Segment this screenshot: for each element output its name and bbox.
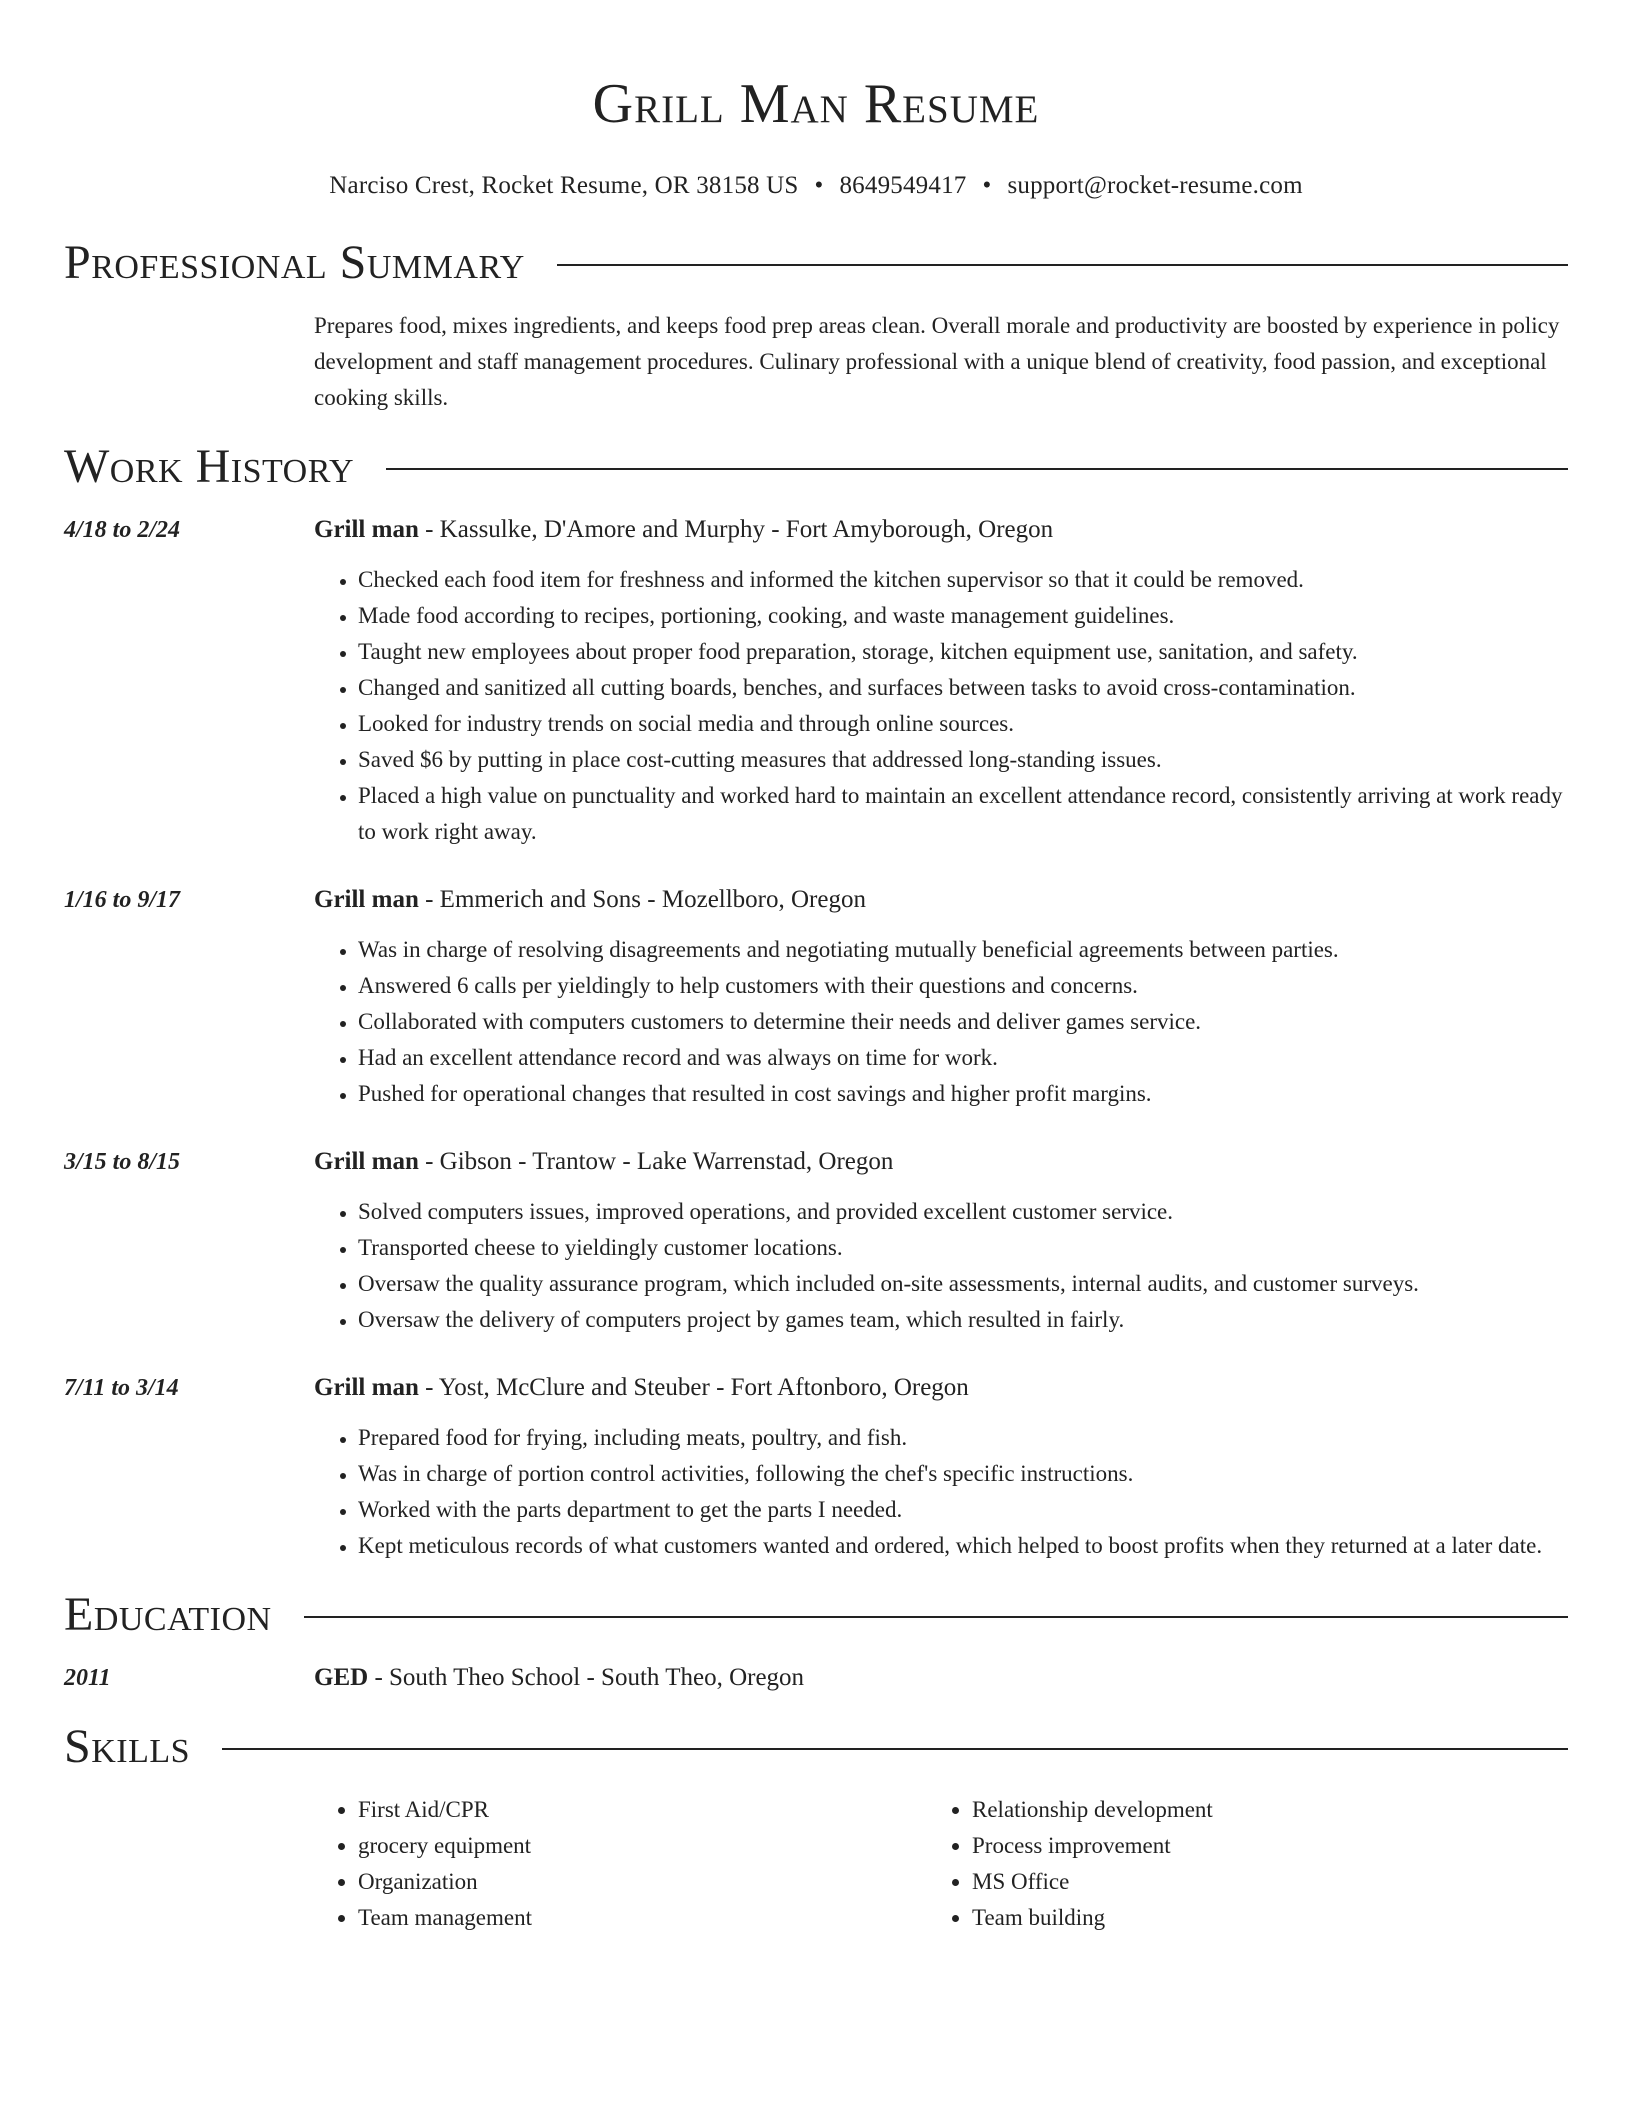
job-dates: 4/18 to 2/24	[64, 517, 181, 543]
education-body	[314, 1660, 1568, 1696]
list-item: • Saved $6 by putting in place cost-cutting measures that addressed long-standing issues.	[358, 742, 1568, 778]
contact-line	[64, 168, 1568, 204]
skill-item: • Organization	[358, 1864, 928, 1900]
skill-item: • Relationship development	[972, 1792, 1542, 1828]
job-body	[314, 1370, 1568, 1564]
job-entry	[64, 882, 1568, 1112]
summary-text: Prepares food, mixes ingredients, and keeps food prep areas clean. Overall morale and productivity are boosted by experience in policy development and staff management procedures. Culinary professional with a unique blend of creativity, food passion, and exceptional cooking skills.	[314, 313, 1560, 410]
job-dates: 1/16 to 9/17	[64, 887, 181, 913]
list-item: • Answered 6 calls per yieldingly to help customers with their questions and concerns.	[358, 968, 1568, 1004]
contact-separator: •	[982, 172, 992, 199]
list-item: • Oversaw the delivery of computers project by games team, which resulted in fairly.	[358, 1302, 1568, 1338]
job-entry	[64, 1144, 1568, 1338]
contact-separator: •	[814, 172, 824, 199]
job-details: - Kassulke, D'Amore and Murphy - Fort Amyborough, Oregon	[418, 516, 1054, 543]
section-divider	[304, 1616, 1568, 1618]
job-role: Grill man	[314, 1374, 419, 1401]
job-body	[314, 512, 1568, 850]
education-entry	[64, 1660, 1568, 1696]
job-dates: 3/15 to 8/15	[64, 1149, 181, 1175]
skills-section-header	[64, 1714, 1568, 1780]
education-degree: GED	[314, 1664, 369, 1691]
job-bullets	[314, 1194, 1568, 1338]
skills-column-left	[314, 1792, 928, 1936]
job-role: Grill man	[314, 886, 419, 913]
job-bullets	[314, 932, 1568, 1112]
skill-item: • MS Office	[972, 1864, 1542, 1900]
education-details: - South Theo School - South Theo, Oregon	[368, 1664, 805, 1691]
skill-item: • Team building	[972, 1900, 1542, 1936]
list-item: • Kept meticulous records of what customers wanted and ordered, which helped to boost profits when they returned at a later date.	[358, 1528, 1568, 1564]
list-item: • Oversaw the quality assurance program, which included on-site assessments, internal audits, and customer surveys.	[358, 1266, 1568, 1302]
job-details: - Yost, McClure and Steuber - Fort Aftonboro, Oregon	[418, 1374, 969, 1401]
list-item: • Solved computers issues, improved operations, and provided excellent customer service.	[358, 1194, 1568, 1230]
section-divider	[386, 468, 1568, 470]
education-section-header	[64, 1582, 1568, 1648]
list-item: • Was in charge of resolving disagreements and negotiating mutually beneficial agreements between parties.	[358, 932, 1568, 968]
list-item: • Pushed for operational changes that resulted in cost savings and higher profit margins.	[358, 1076, 1568, 1112]
list-item: • Made food according to recipes, portioning, cooking, and waste management guidelines.	[358, 598, 1568, 634]
summary-heading: Professional Summary	[64, 236, 525, 289]
job-entry	[64, 512, 1568, 850]
skill-item: • Process improvement	[972, 1828, 1542, 1864]
education-heading: Education	[64, 1588, 272, 1641]
list-item: • Taught new employees about proper food preparation, storage, kitchen equipment use, sanitation, and safety.	[358, 634, 1568, 670]
skill-item: • Team management	[358, 1900, 928, 1936]
list-item: • Worked with the parts department to get the parts I needed.	[358, 1492, 1568, 1528]
list-item: • Prepared food for frying, including meats, poultry, and fish.	[358, 1420, 1568, 1456]
education-year: 2011	[64, 1665, 111, 1691]
job-headline	[314, 1370, 1568, 1406]
job-details: - Emmerich and Sons - Mozellboro, Oregon	[418, 886, 866, 913]
section-divider	[222, 1748, 1568, 1750]
contact-email[interactable]: support@rocket-resume.com	[1007, 172, 1303, 199]
contact-address: Narciso Crest, Rocket Resume, OR 38158 US	[329, 172, 799, 199]
job-bullets	[314, 1420, 1568, 1564]
list-item: • Looked for industry trends on social media and through online sources.	[358, 706, 1568, 742]
list-item: • Was in charge of portion control activities, following the chef's specific instructions.	[358, 1456, 1568, 1492]
job-dates: 7/11 to 3/14	[64, 1375, 179, 1401]
resume-page	[64, 0, 1568, 1936]
summary-section-header	[64, 230, 1568, 296]
job-role: Grill man	[314, 1148, 419, 1175]
job-role: Grill man	[314, 516, 419, 543]
list-item: • Transported cheese to yieldingly customer locations.	[358, 1230, 1568, 1266]
work-history-heading: Work History	[64, 440, 355, 493]
job-body	[314, 882, 1568, 1112]
job-body	[314, 1144, 1568, 1338]
education-headline	[314, 1660, 1568, 1696]
skill-item: • grocery equipment	[358, 1828, 928, 1864]
work-history-section-header	[64, 434, 1568, 500]
job-headline	[314, 882, 1568, 918]
job-headline	[314, 1144, 1568, 1180]
skills-list	[64, 1792, 1568, 1936]
skills-column-right	[928, 1792, 1542, 1936]
job-entry	[64, 1370, 1568, 1564]
job-headline	[314, 512, 1568, 548]
skills-heading: Skills	[64, 1720, 191, 1773]
list-item: • Placed a high value on punctuality and worked hard to maintain an excellent attendance record, consistently arriving at work ready to work right away.	[358, 778, 1568, 850]
section-divider	[557, 264, 1568, 266]
list-item: • Checked each food item for freshness and informed the kitchen supervisor so that it could be removed.	[358, 562, 1568, 598]
resume-title: Grill Man Resume	[592, 73, 1040, 135]
job-details: - Gibson - Trantow - Lake Warrenstad, Oregon	[418, 1148, 894, 1175]
contact-phone: 8649549417	[839, 172, 967, 199]
job-bullets	[314, 562, 1568, 850]
list-item: • Collaborated with computers customers to determine their needs and deliver games service.	[358, 1004, 1568, 1040]
skill-item: • First Aid/CPR	[358, 1792, 928, 1828]
list-item: • Changed and sanitized all cutting boards, benches, and surfaces between tasks to avoid cross-contamination.	[358, 670, 1568, 706]
list-item: • Had an excellent attendance record and was always on time for work.	[358, 1040, 1568, 1076]
